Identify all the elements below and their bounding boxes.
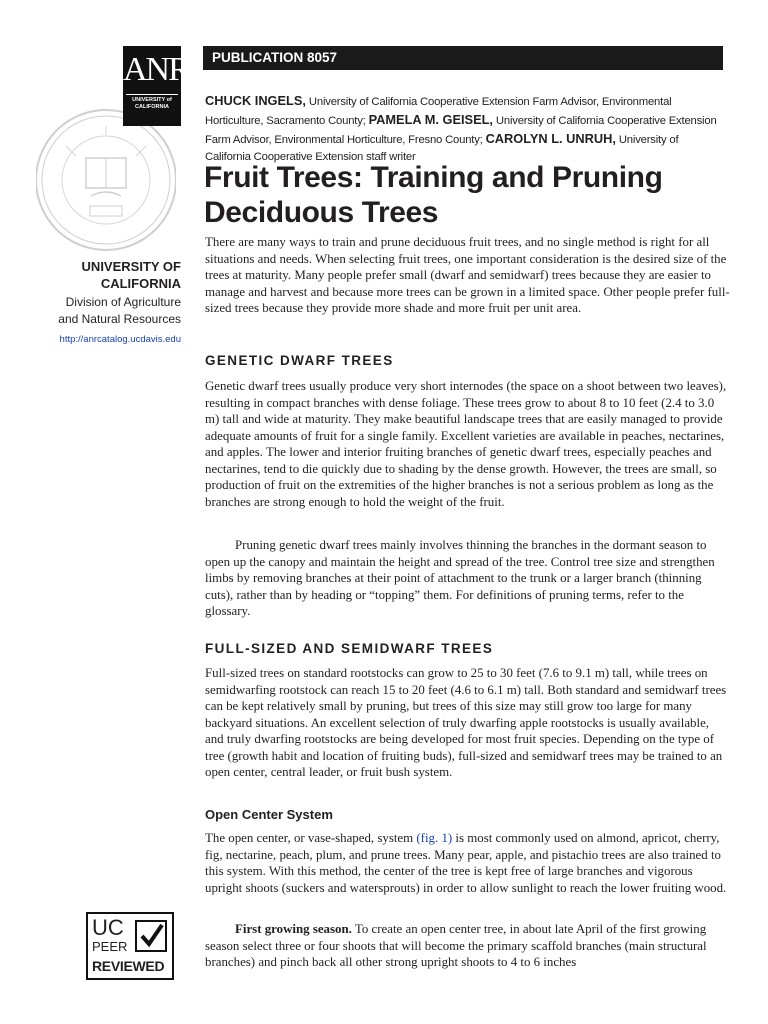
full-sized-paragraph-1: Full-sized trees on standard rootstocks can grow to 25 to 30 feet (7.6 to 9.1 m) tall, while trees on semidwarfing rootstock can reach 15 to 20 feet (4.6 to 6.1 m) tall. Both standard and semidwarf trees can be kept relatively small by pruning, but trees of this size may still grow too large for many backyard situations. An excellent selection of truly dwarfing apple rootstocks is usually available, and truly dwarfing rootstocks are being developed for most fruit species. Depending on the type of tree (growth habit and location of fruiting buds), full-sized and semidwarf trees may be trained to an open center, central leader, or fruit bush system. (205, 666, 727, 779)
anr-logo-subtitle: UNIVERSITY of CALIFORNIA (126, 94, 178, 111)
genetic-dwarf-paragraph-1: Genetic dwarf trees usually produce very short internodes (the space on a shoot between two leaves), resulting in compact branches with dense foliage. These trees grow to about 8 to 10 feet (2.4 to 3.0 m) tall and wide at maturity. They make beautiful landscape trees that are easily managed to provide adequate amounts of fruit for a single family. Excellent varieties are available in peaches, nectarines, and apples. The lower and interior fruiting branches of genetic dwarf trees, especially peaches and nectarines, tend to die quickly due to shading by the dense growth. However, the trees are small, so production of fruit on the extremities of the higher branches is not a serious problem as long as the branches are strong enough to hold the weight of the fruit. (205, 379, 727, 509)
authors-block (205, 92, 725, 166)
catalog-link[interactable]: http://anrcatalog.ucdavis.edu (59, 334, 181, 345)
anr-logo-letters: ANR (123, 51, 189, 88)
university-block (58, 258, 181, 345)
anr-logo (123, 46, 189, 126)
first-season-text: To create an open center tree, in about late April of the first growing season select three or four shoots that will become the primary scaffold branches (main structural branches) and pinch back all other strong upright shoots to 4 to 6 inches (205, 922, 707, 969)
author-3-affiliation: University of California Cooperative Extension staff writer (205, 134, 679, 163)
author-2-affiliation: University of California Cooperative Extension Farm Advisor, Environmental Horticulture, Fresno County; (205, 115, 717, 146)
university-name-line2: CALIFORNIA (100, 276, 181, 291)
open-center-paragraph-1 (205, 830, 730, 896)
division-line2: and Natural Resources (58, 312, 181, 326)
figure-1-link[interactable]: (fig. 1) (416, 831, 453, 845)
section-heading-full-sized: FULL-SIZED AND SEMIDWARF TREES (205, 641, 494, 656)
uc-peer-reviewed-badge (86, 912, 174, 980)
badge-uc: UC (92, 915, 124, 940)
division-line1: Division of Agriculture (65, 295, 181, 309)
open-center-p1-rest: is most commonly used on almond, apricot, cherry, fig, nectarine, peach, plum, and prune trees. Many pear, apple, and pistachio trees are also trained to this system. With this method, the center of the tree is kept free of large branches and vigorous upright shoots (suckers and watersprouts) in order to allow sunlight to reach the lower fruiting wood. (205, 831, 727, 895)
publication-bar: PUBLICATION 8057 (203, 46, 723, 70)
badge-peer: PEER (92, 939, 128, 954)
checkmark-icon (135, 920, 167, 952)
author-1-affiliation: University of California Cooperative Extension Farm Advisor, Environmental Horticulture, Sacramento County; (205, 96, 672, 127)
intro-paragraph: There are many ways to train and prune deciduous fruit trees, and no single method is right for all situations and needs. When selecting fruit trees, one important consideration is the desired size of the trees at maturity. Many people prefer small (dwarf and semidwarf) trees because they are easier to manage and harvest and because more trees can be grown in a limited space. Other people prefer full-sized trees because they provide more shade and more fruit per unit area. (205, 235, 730, 315)
section-heading-genetic-dwarf: GENETIC DWARF TREES (205, 353, 394, 368)
title-line-1: Fruit Trees: Training and Pruning (204, 161, 663, 194)
author-2-name: PAMELA M. GEISEL, (368, 112, 493, 127)
university-name-line1: UNIVERSITY OF (81, 259, 181, 274)
document-title (204, 160, 744, 230)
badge-reviewed: REVIEWED (92, 958, 165, 974)
author-1-name: CHUCK INGELS, (205, 93, 306, 108)
title-line-2: Deciduous Trees (204, 196, 439, 229)
genetic-dwarf-paragraph-2: Pruning genetic dwarf trees mainly involves thinning the branches in the dormant season to open up the canopy and maintain the height and spread of the tree. Control tree size and strengthen limbs by removing branches at their point of attachment to the trunk or a larger branch (thinning cuts), rather than by heading or “topping” them. For definitions of pruning terms, refer to the glossary. (205, 538, 715, 618)
section-heading-open-center: Open Center System (205, 807, 333, 822)
first-season-lead: First growing season. (235, 922, 352, 936)
open-center-p1-start: The open center, or vase-shaped, system (205, 831, 417, 845)
open-center-paragraph-2 (205, 921, 730, 971)
author-3-name: CAROLYN L. UNRUH, (485, 131, 616, 146)
